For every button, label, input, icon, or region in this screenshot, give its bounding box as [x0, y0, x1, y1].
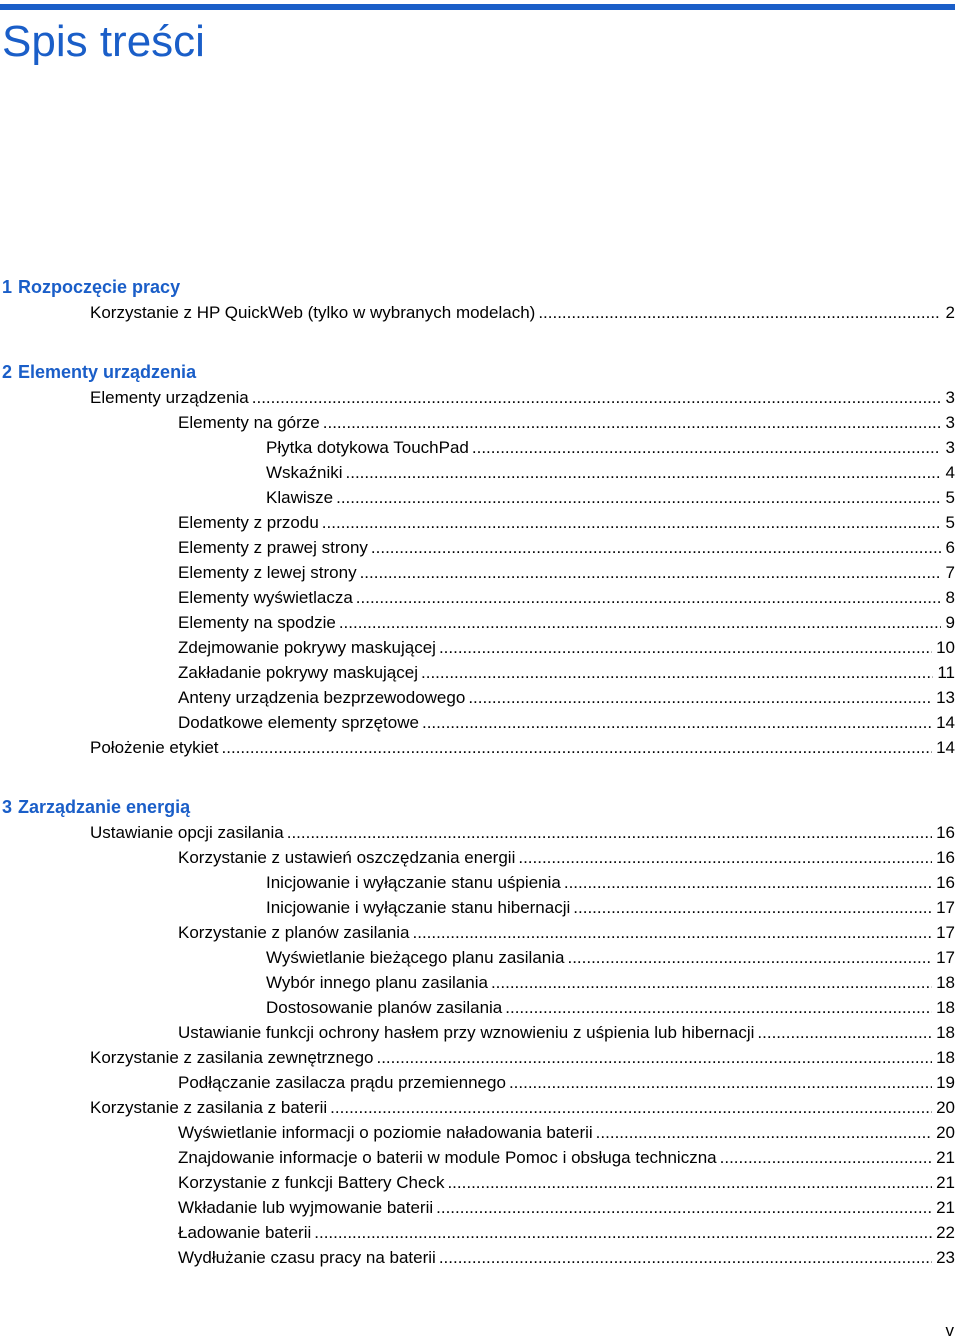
toc-entry-label: Wyświetlanie bieżącego planu zasilania	[266, 948, 565, 967]
toc-entry[interactable]	[266, 970, 955, 995]
toc-entry-label: Położenie etykiet	[90, 738, 219, 757]
toc-entry-page: 21	[936, 1198, 955, 1217]
toc-entry-page: 8	[945, 588, 955, 607]
dot-leader	[376, 1045, 932, 1070]
toc-entry[interactable]	[90, 1095, 955, 1120]
dot-leader	[322, 510, 941, 535]
toc-entry-label: Wkładanie lub wyjmowanie baterii	[178, 1198, 434, 1217]
toc-entry-label: Elementy wyświetlacza	[178, 588, 353, 607]
toc-entry-page: 2	[945, 303, 955, 322]
toc-entry-page: 16	[936, 848, 955, 867]
toc-entry-label: Elementy urządzenia	[90, 388, 249, 407]
dot-leader	[439, 635, 932, 660]
toc-entry-label: Korzystanie z funkcji Battery Check	[178, 1173, 445, 1192]
dot-leader	[323, 410, 941, 435]
toc-entry-page: 20	[936, 1123, 955, 1142]
dot-leader	[596, 1120, 932, 1145]
chapter-number: 2	[2, 362, 13, 382]
toc-entry-page: 14	[936, 738, 955, 757]
toc-entry-page: 3	[945, 388, 955, 407]
toc-entry[interactable]	[178, 510, 955, 535]
toc-entry[interactable]	[178, 585, 955, 610]
toc-entry-label: Zdejmowanie pokrywy maskującej	[178, 638, 436, 657]
dot-leader	[472, 435, 941, 460]
toc-entry-label: Ustawianie funkcji ochrony hasłem przy wznowieniu z uśpienia lub hibernacji	[178, 1023, 755, 1042]
dot-leader	[567, 945, 932, 970]
toc-entry-page: 11	[937, 663, 955, 682]
toc-entry[interactable]	[178, 1245, 955, 1270]
dot-leader	[468, 685, 932, 710]
toc-entry[interactable]	[178, 845, 955, 870]
toc-entry[interactable]	[90, 820, 955, 845]
chapter-title[interactable]	[2, 360, 196, 385]
toc-entry-label: Płytka dotykowa TouchPad	[266, 438, 469, 457]
dot-leader	[439, 1245, 932, 1270]
toc-entry[interactable]	[90, 385, 955, 410]
toc-entry[interactable]	[266, 485, 955, 510]
toc-entry-page: 18	[936, 973, 955, 992]
toc-entry-page: 22	[936, 1223, 955, 1242]
toc-entry-page: 5	[945, 488, 955, 507]
toc-entry[interactable]	[178, 1145, 955, 1170]
toc-entry[interactable]	[178, 710, 955, 735]
toc-entry[interactable]	[178, 1170, 955, 1195]
dot-leader	[422, 710, 932, 735]
toc-entry-label: Wskaźniki	[266, 463, 343, 482]
dot-leader	[538, 300, 941, 325]
page-number: v	[945, 1321, 954, 1340]
dot-leader	[371, 535, 941, 560]
dot-leader	[573, 895, 932, 920]
toc-entry-page: 10	[936, 638, 955, 657]
toc-entry-label: Inicjowanie i wyłączanie stanu hibernacji	[266, 898, 571, 917]
chapter-number: 1	[2, 277, 13, 297]
chapter-title-text: Elementy urządzenia	[18, 362, 197, 382]
toc-entry[interactable]	[266, 945, 955, 970]
toc-entry[interactable]	[90, 1045, 955, 1070]
dot-leader	[339, 610, 941, 635]
toc-entry-label: Ładowanie baterii	[178, 1223, 312, 1242]
dot-leader	[491, 970, 932, 995]
toc-entry-label: Elementy z prawej strony	[178, 538, 368, 557]
toc-entry-label: Wybór innego planu zasilania	[266, 973, 488, 992]
dot-leader	[330, 1095, 932, 1120]
dot-leader	[720, 1145, 932, 1170]
toc-entry[interactable]	[266, 895, 955, 920]
toc-entry-page: 17	[936, 898, 955, 917]
dot-leader	[413, 920, 933, 945]
chapter-spacer	[0, 325, 955, 360]
chapter-title[interactable]	[2, 275, 180, 300]
toc-entry-page: 20	[936, 1098, 955, 1117]
toc-entry-label: Klawisze	[266, 488, 334, 507]
toc-entry[interactable]	[266, 995, 955, 1020]
dot-leader	[509, 1070, 932, 1095]
dot-leader	[287, 820, 932, 845]
toc-entry[interactable]	[266, 460, 955, 485]
toc-entry-label: Korzystanie z zasilania zewnętrznego	[90, 1048, 374, 1067]
toc-entry[interactable]	[266, 870, 955, 895]
toc-entry[interactable]	[90, 300, 955, 325]
toc-entry-label: Ustawianie opcji zasilania	[90, 823, 284, 842]
toc-entry[interactable]	[178, 660, 955, 685]
toc-entry-page: 18	[936, 998, 955, 1017]
dot-leader	[314, 1220, 932, 1245]
toc-entry[interactable]	[178, 685, 955, 710]
chapter-heading[interactable]	[0, 275, 955, 300]
toc-entry[interactable]	[178, 1120, 955, 1145]
toc-entry[interactable]	[178, 1220, 955, 1245]
toc-entry-page: 14	[936, 713, 955, 732]
toc-entry-page: 3	[945, 413, 955, 432]
toc-entry-page: 19	[936, 1073, 955, 1092]
toc-entry-label: Elementy na górze	[178, 413, 320, 432]
dot-leader	[346, 460, 941, 485]
chapter-spacer	[0, 760, 955, 795]
page-title: Spis treści	[2, 17, 205, 66]
dot-leader	[222, 735, 933, 760]
toc-entry-page: 4	[945, 463, 955, 482]
dot-leader	[360, 560, 941, 585]
chapter-title-text: Zarządzanie energią	[18, 797, 191, 817]
toc-entry-label: Elementy z przodu	[178, 513, 319, 532]
dot-leader	[564, 870, 932, 895]
toc-entry[interactable]	[178, 610, 955, 635]
header-rule	[0, 4, 955, 10]
toc-entry-label: Dostosowanie planów zasilania	[266, 998, 503, 1017]
toc-entry-page: 23	[936, 1248, 955, 1267]
toc-entry-page: 7	[945, 563, 955, 582]
toc-entry-page: 18	[936, 1023, 955, 1042]
toc-entry[interactable]	[178, 535, 955, 560]
toc-entry-label: Znajdowanie informacje o baterii w module Pomoc i obsługa techniczna	[178, 1148, 717, 1167]
toc-entry-page: 3	[945, 438, 955, 457]
toc-entry-page: 21	[936, 1173, 955, 1192]
toc-entry-page: 13	[936, 688, 955, 707]
toc-entry[interactable]	[178, 635, 955, 660]
toc-entry[interactable]	[178, 560, 955, 585]
dot-leader	[252, 385, 941, 410]
toc-entry[interactable]	[178, 1195, 955, 1220]
toc-entry-label: Elementy z lewej strony	[178, 563, 357, 582]
toc-entry[interactable]	[178, 1020, 955, 1045]
toc-entry-label: Podłączanie zasilacza prądu przemiennego	[178, 1073, 506, 1092]
toc-entry-label: Zakładanie pokrywy maskującej	[178, 663, 418, 682]
chapter-title[interactable]	[2, 795, 190, 820]
toc-entry-page: 9	[945, 613, 955, 632]
toc-entry-label: Korzystanie z zasilania z baterii	[90, 1098, 328, 1117]
toc-entry-page: 5	[945, 513, 955, 532]
dot-leader	[518, 845, 932, 870]
toc-entry-label: Korzystanie z HP QuickWeb (tylko w wybranych modelach)	[90, 303, 536, 322]
chapter-number: 3	[2, 797, 13, 817]
toc-entry-label: Wydłużanie czasu pracy na baterii	[178, 1248, 436, 1267]
dot-leader	[336, 485, 941, 510]
toc-entry-page: 18	[936, 1048, 955, 1067]
toc-entry[interactable]	[90, 735, 955, 760]
toc-entry-label: Elementy na spodzie	[178, 613, 336, 632]
dot-leader	[447, 1170, 932, 1195]
toc-entry-label: Korzystanie z planów zasilania	[178, 923, 410, 942]
chapter-title-text: Rozpoczęcie pracy	[18, 277, 181, 297]
toc-entry-page: 17	[936, 948, 955, 967]
toc-entry[interactable]	[178, 1070, 955, 1095]
toc-entry-page: 6	[945, 538, 955, 557]
toc-entry[interactable]	[178, 920, 955, 945]
toc-entry-page: 17	[936, 923, 955, 942]
dot-leader	[421, 660, 933, 685]
toc-entry-page: 16	[936, 873, 955, 892]
dot-leader	[757, 1020, 932, 1045]
toc-entry-page: 16	[936, 823, 955, 842]
toc-entry-label: Korzystanie z ustawień oszczędzania energii	[178, 848, 516, 867]
dot-leader	[436, 1195, 932, 1220]
dot-leader	[505, 995, 932, 1020]
toc-entry-label: Dodatkowe elementy sprzętowe	[178, 713, 419, 732]
table-of-contents	[0, 275, 955, 1270]
chapter-heading[interactable]	[0, 360, 955, 385]
chapter-heading[interactable]	[0, 795, 955, 820]
toc-entry-page: 21	[936, 1148, 955, 1167]
dot-leader	[356, 585, 941, 610]
toc-entry-label: Inicjowanie i wyłączanie stanu uśpienia	[266, 873, 561, 892]
toc-entry[interactable]	[178, 410, 955, 435]
toc-entry-label: Wyświetlanie informacji o poziomie naładowania baterii	[178, 1123, 593, 1142]
toc-entry-label: Anteny urządzenia bezprzewodowego	[178, 688, 466, 707]
toc-entry[interactable]	[266, 435, 955, 460]
